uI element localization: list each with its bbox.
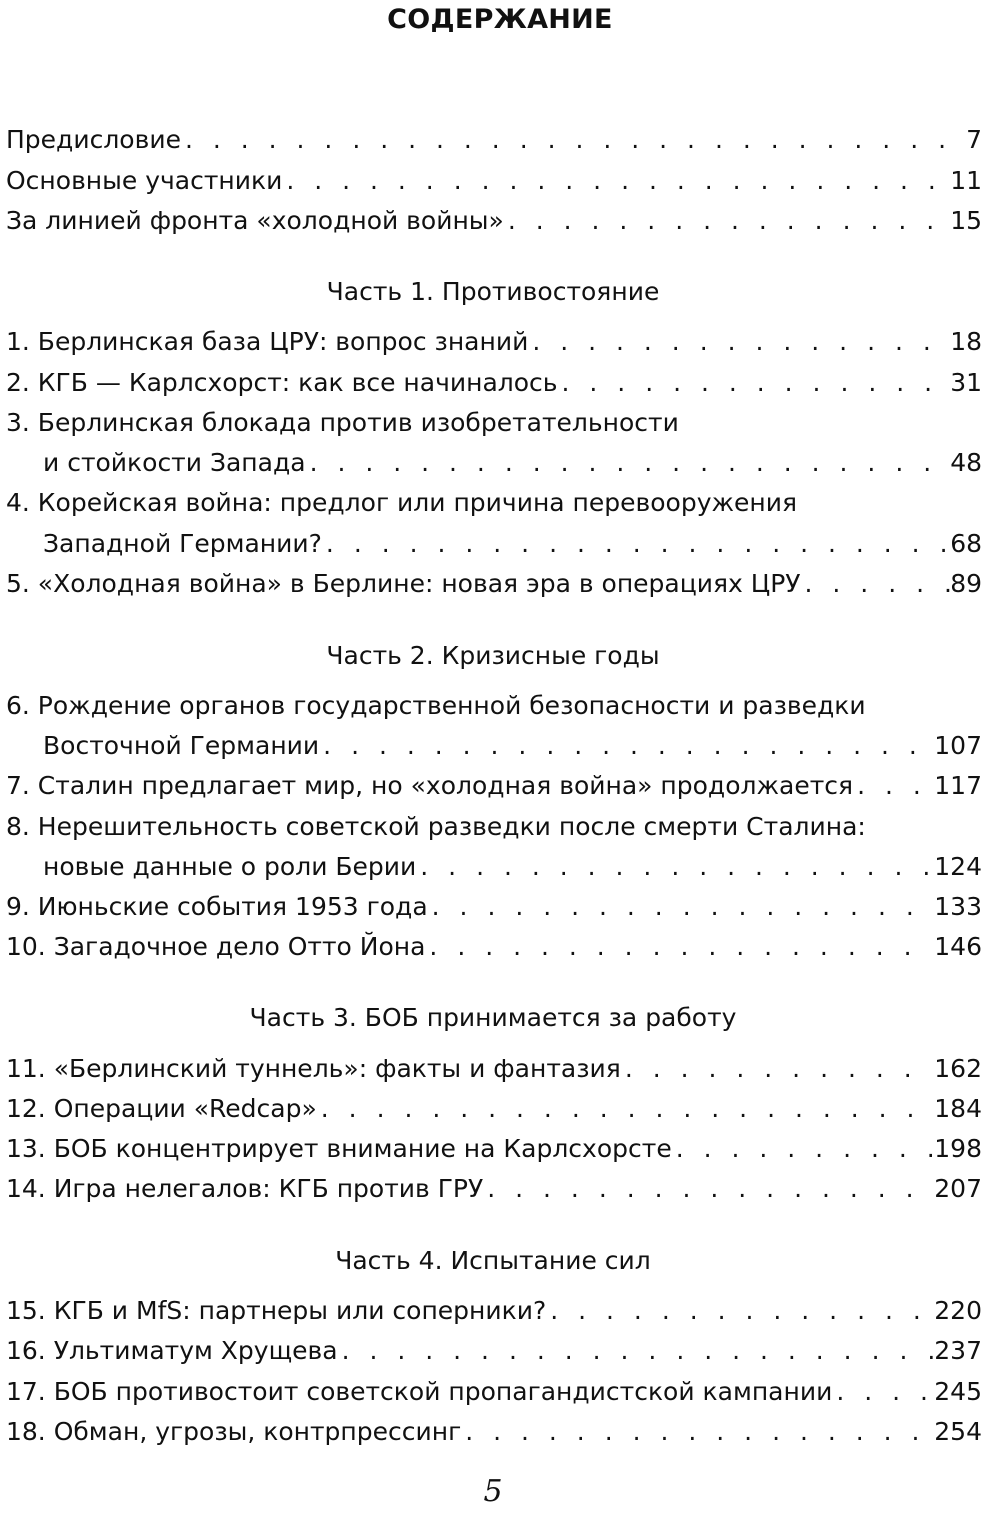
entry-title: 9. Июньские события 1953 года — [6, 892, 428, 921]
entry-title: Основные участники — [6, 166, 283, 195]
entry-title: 15. КГБ и MfS: партнеры или соперники? — [6, 1296, 547, 1325]
toc-entry-9[interactable] — [6, 887, 982, 927]
toc-entry-8-line1[interactable]: 8. Нерешительность советской разведки после смерти Сталина: — [6, 812, 866, 841]
entry-title: Предисловие — [6, 125, 181, 154]
entry-title: и стойкости Запада — [43, 448, 306, 477]
toc-entry-11[interactable] — [6, 1049, 982, 1089]
entry-page: 89 — [950, 569, 982, 598]
entry-page: 237 — [934, 1336, 982, 1365]
dot-leader — [322, 524, 950, 564]
dot-leader — [461, 1412, 934, 1452]
entry-title: 5. «Холодная война» в Берлине: новая эра в операциях ЦРУ — [6, 569, 801, 598]
dot-leader — [621, 1049, 934, 1089]
dot-leader — [483, 1169, 934, 1209]
toc-entry-4-line1[interactable]: 4. Корейская война: предлог или причина перевооружения — [6, 488, 798, 517]
toc-entry-8[interactable] — [43, 847, 982, 887]
toc-entry-3-line1[interactable]: 3. Берлинская блокада против изобретательности — [6, 408, 679, 437]
part-heading-2: Часть 2. Кризисные годы — [326, 641, 660, 670]
entry-page: 220 — [934, 1296, 982, 1325]
entry-title: 12. Операции «Redcap» — [6, 1094, 317, 1123]
entry-title: 13. БОБ концентрирует внимание на Карлсхорсте — [6, 1134, 672, 1163]
toc-entry-front-line[interactable] — [6, 201, 982, 241]
entry-title: Восточной Германии — [43, 731, 320, 760]
entry-title: 10. Загадочное дело Отто Йона — [6, 932, 426, 961]
entry-title: 14. Игра нелегалов: КГБ против ГРУ — [6, 1174, 484, 1203]
entry-page: 68 — [950, 529, 982, 558]
toc-entry-16[interactable] — [6, 1331, 982, 1371]
dot-leader — [416, 847, 934, 887]
entry-page: 207 — [934, 1174, 982, 1203]
entry-page: 15 — [950, 206, 982, 235]
toc-entry-6[interactable] — [43, 726, 982, 766]
toc-entry-18[interactable] — [6, 1412, 982, 1452]
entry-page: 11 — [950, 166, 982, 195]
dot-leader — [425, 927, 934, 967]
dot-leader — [317, 1089, 935, 1129]
part-heading-1: Часть 1. Противостояние — [326, 277, 660, 306]
toc-entry-17[interactable] — [6, 1372, 982, 1412]
entry-title: 2. КГБ — Карлсхорст: как все начиналось — [6, 368, 558, 397]
dot-leader — [672, 1129, 935, 1169]
dot-leader — [338, 1331, 935, 1371]
entry-page: 48 — [950, 448, 982, 477]
page-title: СОДЕРЖАНИЕ — [387, 4, 613, 35]
entry-title: 16. Ультиматум Хрущева — [6, 1336, 338, 1365]
dot-leader — [546, 1291, 934, 1331]
toc-entry-1[interactable] — [6, 322, 982, 362]
toc-entry-7[interactable] — [6, 766, 982, 806]
toc-entry-6-line1[interactable]: 6. Рождение органов государственной безопасности и разведки — [6, 691, 866, 720]
toc-entry-4[interactable] — [43, 524, 982, 564]
entry-page: 133 — [934, 892, 982, 921]
part-heading-3: Часть 3. БОБ принимается за работу — [249, 1003, 737, 1032]
entry-page: 18 — [950, 327, 982, 356]
toc-entry-3[interactable] — [43, 443, 982, 483]
entry-page: 198 — [934, 1134, 982, 1163]
entry-page: 245 — [934, 1377, 982, 1406]
page-number: 5 — [483, 1474, 503, 1509]
entry-page: 117 — [934, 771, 982, 800]
part-heading-4: Часть 4. Испытание сил — [335, 1246, 651, 1275]
entry-title: За линией фронта «холодной войны» — [6, 206, 504, 235]
entry-page: 146 — [934, 932, 982, 961]
entry-title: 7. Сталин предлагает мир, но «холодная война» продолжается — [6, 771, 854, 800]
entry-title: 18. Обман, угрозы, контрпрессинг — [6, 1417, 462, 1446]
dot-leader — [428, 887, 935, 927]
toc-entry-15[interactable] — [6, 1291, 982, 1331]
entry-title: 1. Берлинская база ЦРУ: вопрос знаний — [6, 327, 529, 356]
dot-leader — [306, 443, 951, 483]
entry-page: 31 — [950, 368, 982, 397]
toc-entry-12[interactable] — [6, 1089, 982, 1129]
entry-page: 107 — [934, 731, 982, 760]
entry-page: 162 — [934, 1054, 982, 1083]
dot-leader — [282, 161, 950, 201]
toc-entry-participants[interactable] — [6, 161, 982, 201]
entry-page: 124 — [934, 852, 982, 881]
dot-leader — [181, 120, 966, 160]
entry-page: 7 — [966, 125, 982, 154]
dot-leader — [853, 766, 934, 806]
dot-leader — [801, 564, 951, 604]
dot-leader — [319, 726, 934, 766]
dot-leader — [528, 322, 950, 362]
toc-entry-preface[interactable] — [6, 120, 982, 160]
entry-page: 184 — [934, 1094, 982, 1123]
dot-leader — [504, 201, 950, 241]
entry-title: новые данные о роли Берии — [43, 852, 417, 881]
toc-entry-10[interactable] — [6, 927, 982, 967]
dot-leader — [558, 363, 951, 403]
dot-leader — [832, 1372, 934, 1412]
entry-title: 17. БОБ противостоит советской пропагандистской кампании — [6, 1377, 833, 1406]
toc-entry-13[interactable] — [6, 1129, 982, 1169]
toc-entry-2[interactable] — [6, 363, 982, 403]
entry-title: Западной Германии? — [43, 529, 322, 558]
toc-entry-14[interactable] — [6, 1169, 982, 1209]
entry-page: 254 — [934, 1417, 982, 1446]
toc-entry-5[interactable] — [6, 564, 982, 604]
entry-title: 11. «Берлинский туннель»: факты и фантазия — [6, 1054, 621, 1083]
